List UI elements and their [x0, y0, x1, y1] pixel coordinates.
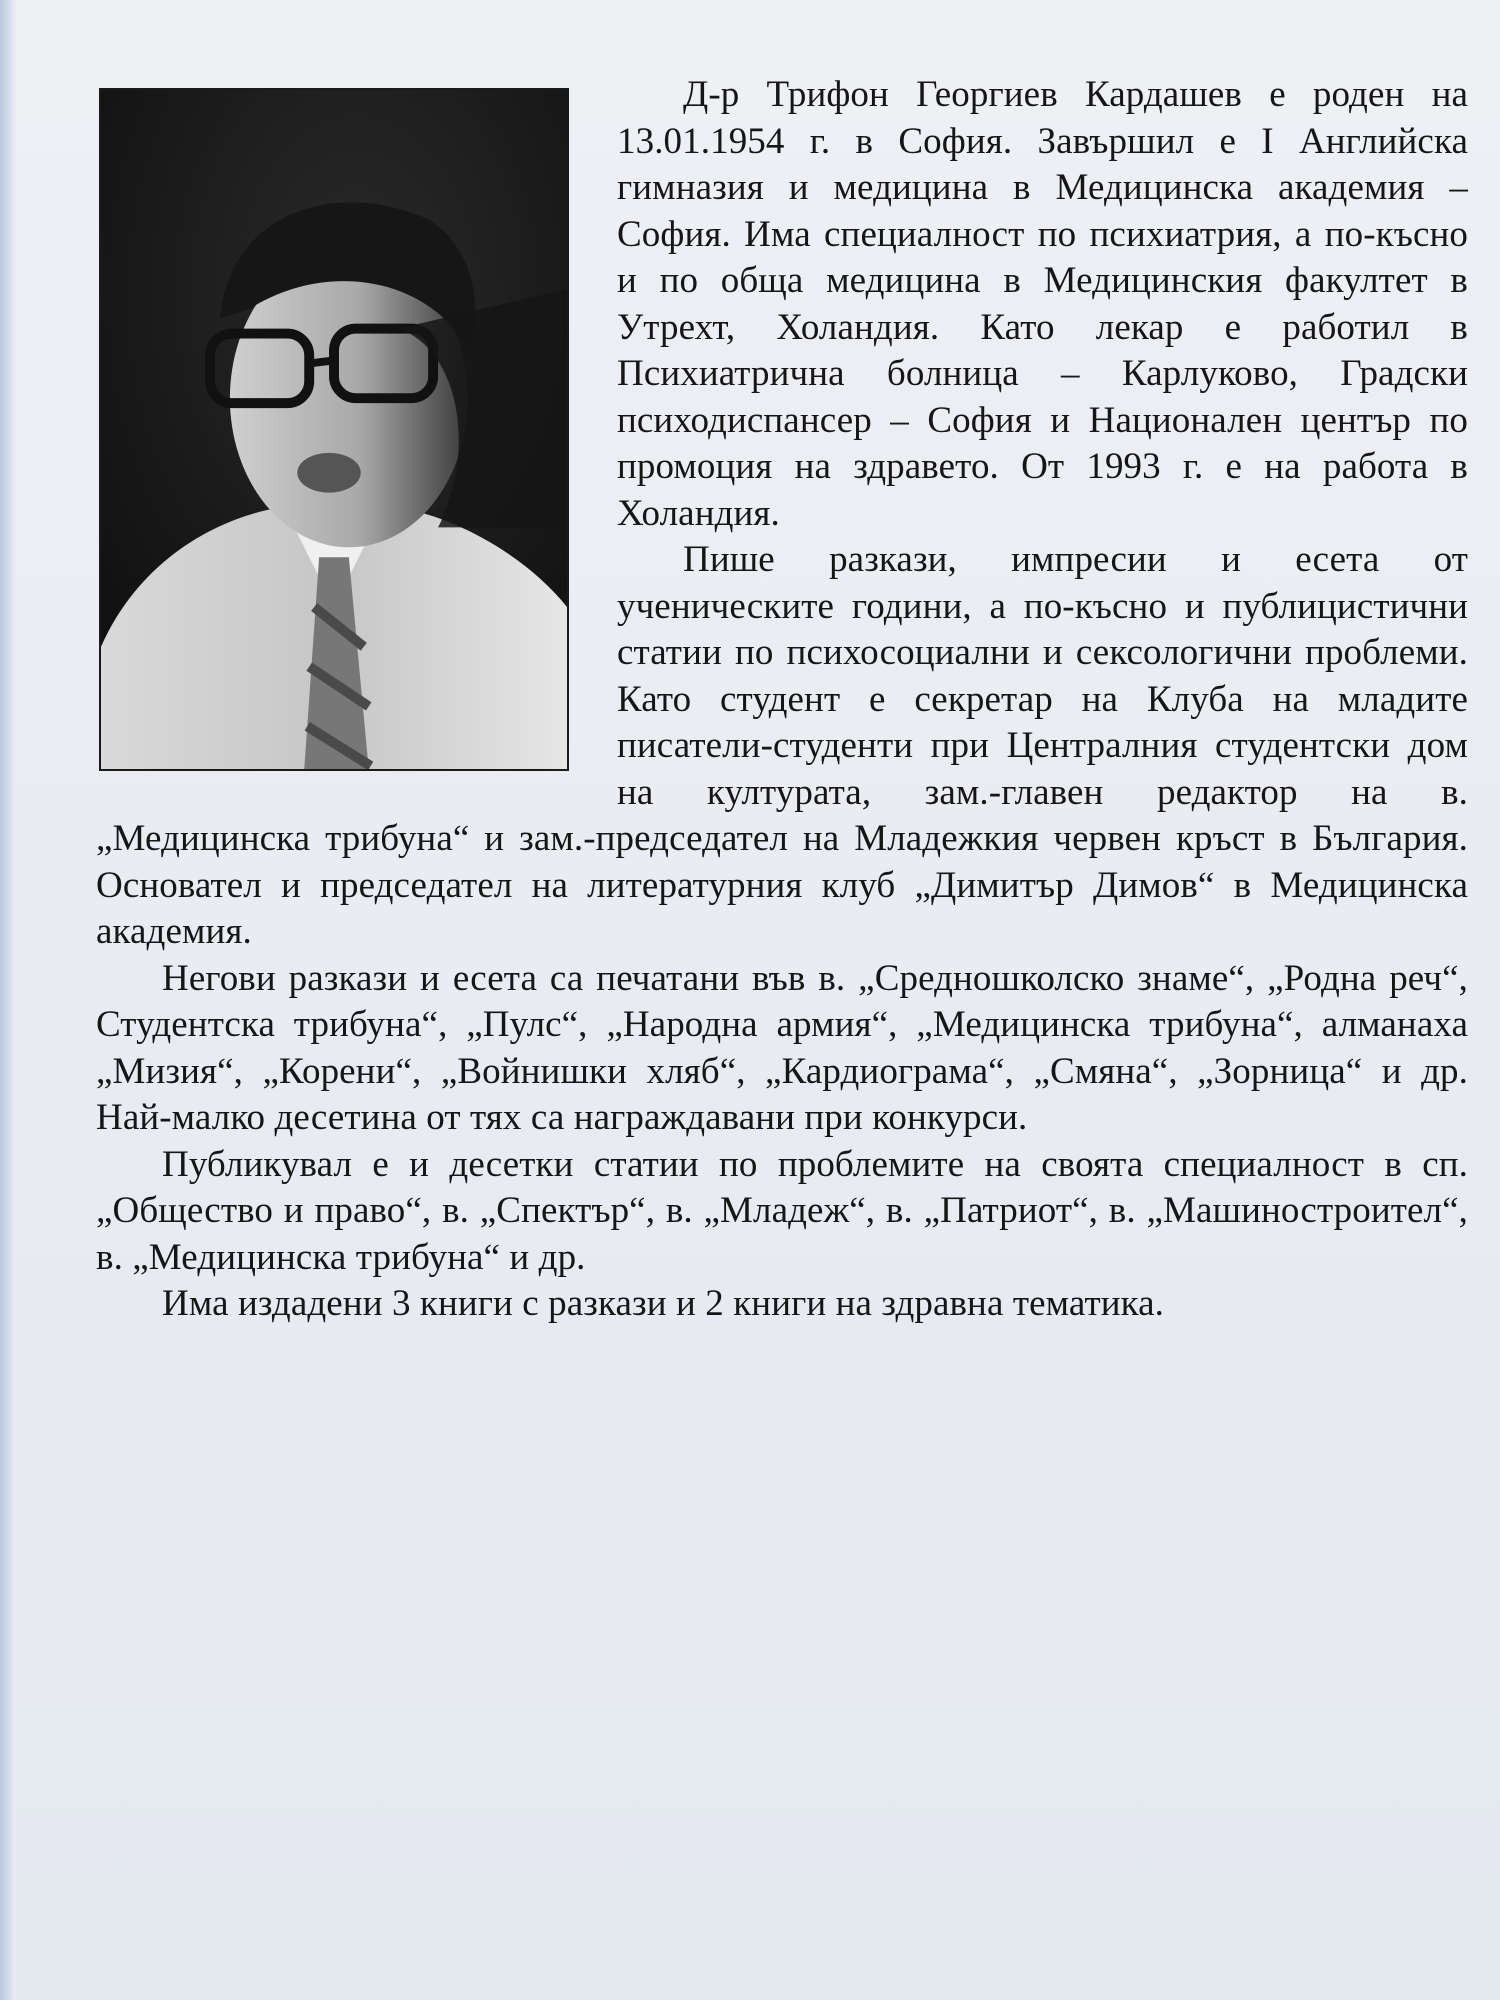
- bio-paragraph-1: Д-р Трифон Георгиев Кардашев е роден на 13.01.1954 г. в София. Завършил е I Английска гимназия и медицина в Медицинска академия – София. Има специалност по психиатрия, а по-късно и по обща медицина в Медицинския факултет в Утрехт, Холандия. Като лекар е работил в Психиатрична болница – Карлуково, Градски психодиспансер – София и Национален център по промоция на здравето. От 1993 г. е на работа в Холандия.: [617, 74, 1468, 534]
- bio-paragraph-4: Публикувал е и десетки статии по проблемите на своята специалност в сп. „Общество и право“, в. „Спектър“, в. „Младеж“, в. „Патриот“, в. „Машиностроител“, в. „Медицинска трибуна“ и др.: [96, 1143, 1468, 1278]
- bio-paragraph-2: Пише разкази, импресии и есета от ученическите години, а по-късно и публицистични статии по психосоциални и сексологични проблеми. Като студент е секретар на Клуба на младите писатели-студенти при Централния студентски дом на културата, зам.-главен редактор на в. „Медицинска трибуна“ и зам.-председател на Младежкия червен кръст в България. Основател и председател на литературния клуб „Димитър Димов“ в Медицинска академия.: [96, 539, 1468, 952]
- bio-paragraph-3: Негови разкази и есета са печатани във в. „Средношколско знаме“, „Родна реч“, Студентска трибуна“, „Пулс“, „Народна армия“, „Медицинска трибуна“, алманаха „Мизия“, „Корени“, „Войнишки хляб“, „Кардиограма“, „Смяна“, „Зорница“ и др. Най-малко десетина от тях са награждавани при конкурси.: [96, 957, 1468, 1138]
- author-bio: [96, 72, 1468, 1328]
- page-edge: [0, 0, 16, 2000]
- author-portrait-photo: [99, 88, 569, 771]
- portrait-icon: [101, 90, 567, 769]
- bio-paragraph-5: Има издадени 3 книги с разкази и 2 книги на здравна тематика.: [162, 1283, 1165, 1324]
